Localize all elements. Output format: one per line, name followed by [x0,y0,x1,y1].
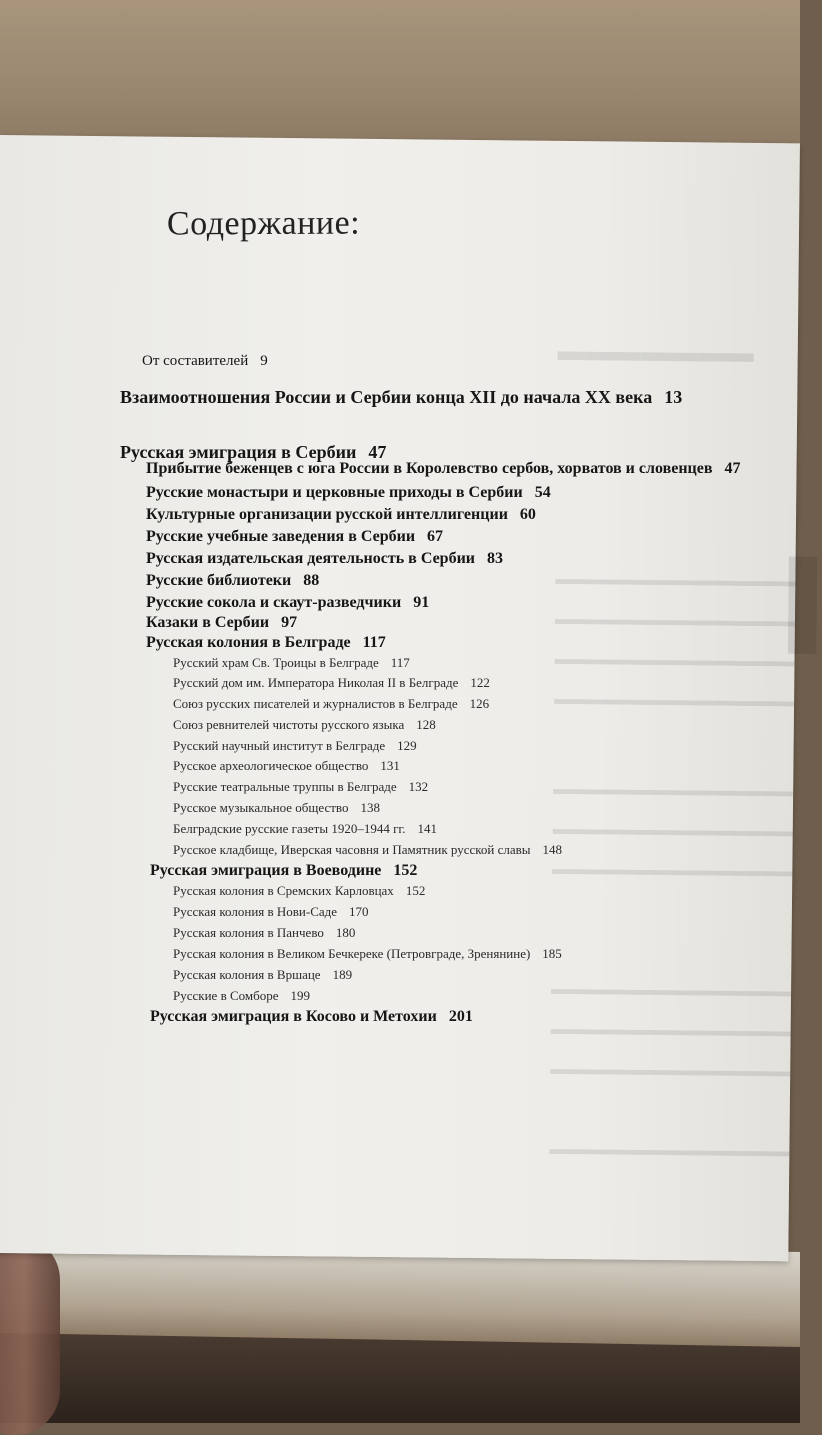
toc-entry [173,988,310,1004]
toc-entry-title: Русская эмиграция в Косово и Метохии [150,1008,437,1025]
show-through-line: ▬▬▬▬▬▬▬▬▬▬▬▬▬▬▬ [554,690,795,711]
toc-entry-page: 117 [390,655,410,670]
toc-entry-title: Взаимоотношения России и Сербии конца XII до начала XX века [120,387,653,407]
toc-entry-page: 83 [487,550,504,567]
toc-entry-title: Русская колония в Сремских Карловцах [173,883,394,898]
toc-entry-title: Русские сокола и скаут-разведчики [146,594,402,611]
toc-entry [146,634,386,652]
toc-entry [173,821,437,837]
show-through-line: ▬▬▬▬▬▬▬▬▬▬▬▬▬▬▬ [555,570,796,591]
toc-entry [146,460,741,478]
toc-entry-page: 199 [290,988,310,1003]
toc-entry-page: 189 [332,967,353,982]
toc-entry-title: Русская колония в Белграде [146,634,351,651]
show-through-line: ▬▬▬▬▬▬▬▬▬▬▬▬▬▬▬ [552,860,793,881]
toc-entry [150,1008,473,1026]
toc-entry-title: Русская эмиграция в Сербии [120,442,357,462]
toc-entry-page: 47 [724,460,741,477]
show-through-line: ▬▬▬▬▬▬▬▬▬▬▬▬▬▬▬ [550,980,792,1001]
toc-entry-title: Русский дом им. Императора Николая II в Белграде [173,675,459,690]
toc-entry-page: 201 [448,1008,473,1025]
toc-heading: Содержание: [166,204,361,243]
toc-entry-title: Русские театральные труппы в Белграде [173,779,397,794]
toc-entry [146,594,429,612]
toc-entry [173,925,355,941]
toc-entry-page: 88 [303,572,320,589]
toc-entry-page: 141 [417,821,438,836]
toc-entry [173,779,428,795]
toc-entry-page: 148 [542,842,563,857]
show-through-line: ▬▬▬▬▬▬▬▬▬▬▬▬▬▬▬ [550,1060,791,1081]
toc-entry [120,387,682,408]
toc-entry-page: 131 [380,758,400,773]
toc-entry-page: 185 [542,946,562,961]
toc-entry [173,904,369,920]
toc-entry-page: 170 [349,904,369,919]
toc-entry-page: 152 [405,883,426,898]
toc-entry-title: Русская колония в Панчево [173,925,324,940]
toc-entry [173,758,400,774]
toc-entry-title: Союз ревнителей чистоты русского языка [173,717,405,732]
toc-entry-title: От составителей [142,353,249,369]
toc-entry-title: Русская издательская деятельность в Сербии [146,550,476,567]
toc-entry-page: 13 [664,387,683,407]
toc-entry-page: 60 [519,506,536,523]
toc-entry [150,862,417,880]
toc-entry [173,842,562,858]
toc-entry [146,614,297,632]
toc-entry [173,675,490,691]
toc-entry-page: 91 [413,594,430,611]
toc-entry [173,717,436,733]
show-through-line: ▬▬▬▬▬▬▬▬▬▬▬▬▬▬▬ [550,1020,791,1041]
toc-entry [146,550,503,568]
toc-entry-title: Русская колония в Вршаце [173,967,321,982]
show-through-line: ▬▬▬▬▬▬▬▬▬▬▬▬▬▬▬ [554,610,796,631]
toc-entry-title: Русская эмиграция в Воеводине [150,862,382,879]
toc-entry-title: Русское археологическое общество [173,758,369,773]
show-through-line: ▬▬▬▬▬▬▬▬▬▬▬▬▬▬▬ [549,1140,790,1161]
finger [0,1235,60,1435]
toc-entry-page: 54 [534,484,551,501]
toc-entry [173,738,417,754]
toc-entry-title: Русские библиотеки [146,572,292,589]
toc-entry-title: Русская колония в Великом Бечкереке (Петровграде, Зренянине) [173,946,531,961]
toc-entry [173,655,410,671]
toc-entry-title: Казаки в Сербии [146,614,270,631]
toc-entry-title: Союз русских писателей и журналистов в Белграде [173,696,458,711]
toc-entry [146,484,551,502]
toc-entry [173,967,352,983]
toc-entry-page: 129 [397,738,417,753]
table-surface-top [0,0,800,150]
toc-entry [146,506,536,524]
toc-entry [142,353,268,370]
show-through-line: ▬▬▬▬▬▬▬▬▬▬▬▬▬▬▬ [554,650,795,671]
toc-entry-page: 97 [281,614,298,631]
toc-entry-title: Прибытие беженцев с юга России в Королевство сербов, хорватов и словенцев [146,460,713,477]
toc-entry [173,800,380,816]
toc-entry [146,528,443,546]
toc-entry-page: 132 [408,779,429,794]
toc-entry-title: Русские монастыри и церковные приходы в Сербии [146,484,523,501]
toc-entry-page: 152 [393,862,418,879]
toc-entry-page: 126 [469,696,490,711]
toc-entry-page: 128 [416,717,436,732]
toc-entry [173,946,562,962]
toc-entry-page: 122 [470,675,490,690]
toc-entry-page: 67 [427,528,444,545]
toc-entry-title: Русское кладбище, Иверская часовня и Памятник русской славы [173,842,531,857]
show-through-line: ▬▬▬▬▬▬▬▬▬▬▬▬▬▬▬ [553,780,794,801]
toc-entry-page: 9 [260,353,268,369]
toc-entry-page: 180 [335,925,356,940]
toc-entry-title: Культурные организации русской интеллигенции [146,506,508,523]
show-through-heading: ▬▬▬▬▬▬▬ [557,335,754,369]
toc-entry-page: 47 [368,442,387,462]
toc-entry [146,572,319,590]
toc-entry-title: Белградские русские газеты 1920–1944 гг. [173,821,406,836]
toc-entry-title: Русские в Сомборе [173,988,279,1003]
show-through-drop-cap: ▌ [759,558,818,648]
toc-entry [173,696,489,712]
toc-entry-title: Русский научный институт в Белграде [173,738,386,753]
toc-entry-title: Русская колония в Нови-Саде [173,904,338,919]
toc-entry-page: 138 [360,800,380,815]
toc-entry-page: 117 [362,634,386,651]
toc-entry-title: Русские учебные заведения в Сербии [146,528,416,545]
toc-entry-title: Русское музыкальное общество [173,800,349,815]
toc-entry-title: Русский храм Св. Троицы в Белграде [173,655,379,670]
show-through-line: ▬▬▬▬▬▬▬▬▬▬▬▬▬▬▬ [552,820,793,841]
toc-entry [173,883,425,899]
